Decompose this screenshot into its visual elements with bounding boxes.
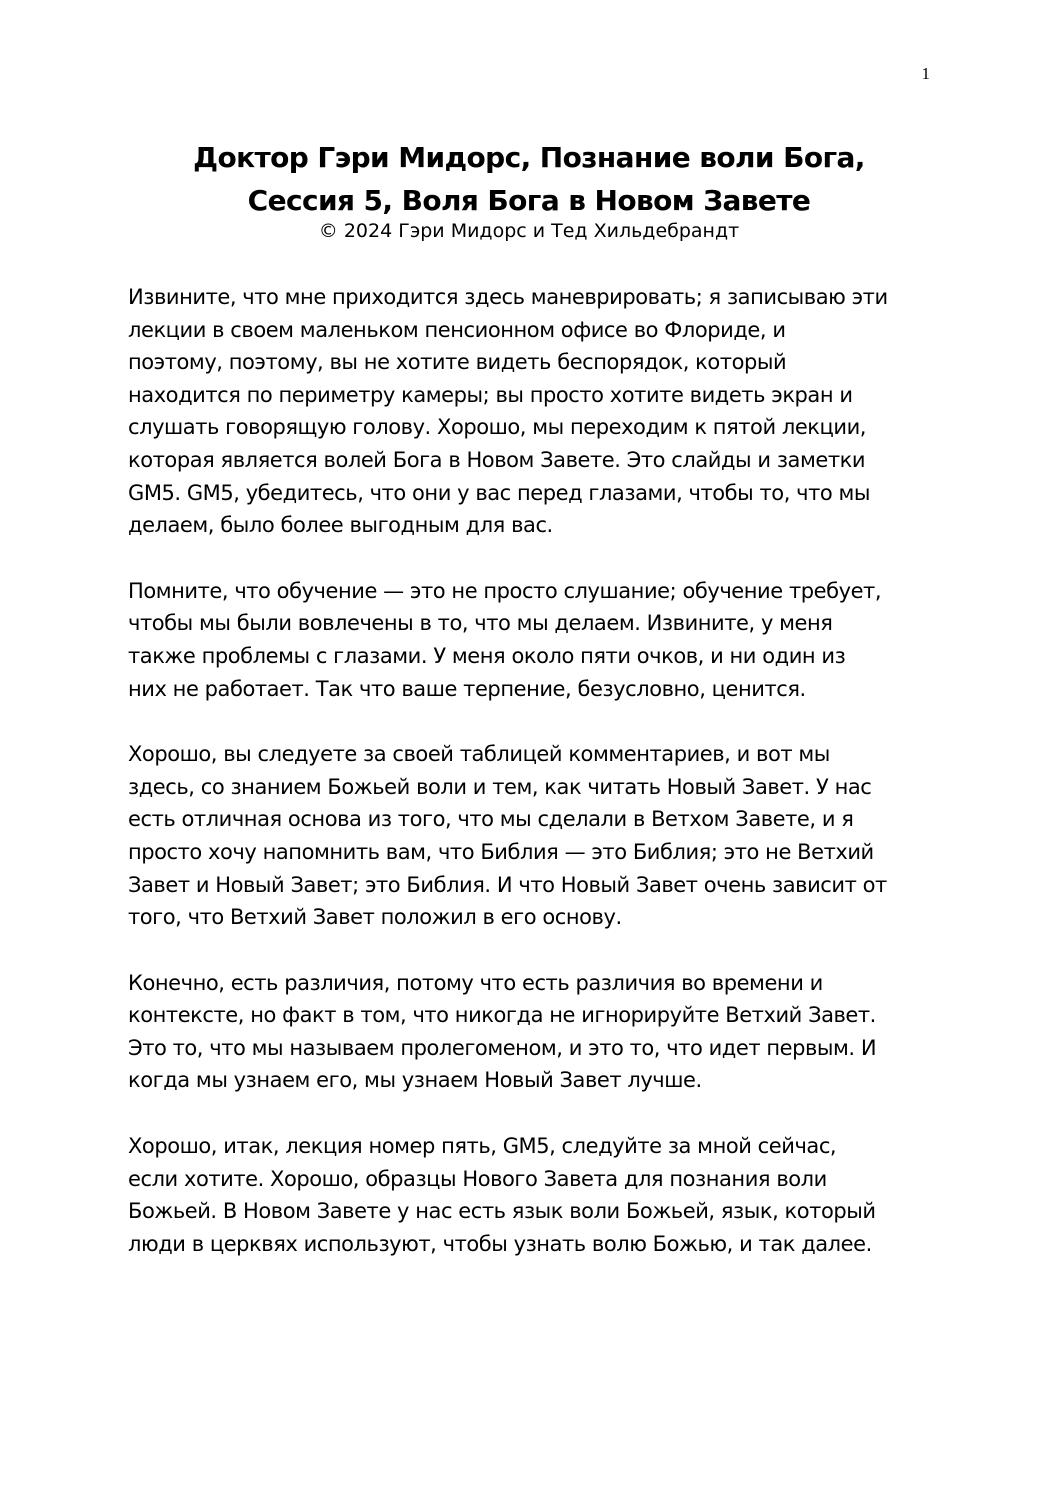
body-paragraph: Извините, что мне приходится здесь маневрировать; я записываю эти лекции в своем маленьком пенсионном офисе во Флориде, и поэтому, поэтому, вы не хотите видеть беспорядок, который находится по периметру камеры; вы просто хотите видеть экран и слушать говорящую голову. Хорошо, мы переходим к пятой лекции, которая является волей Бога в Новом Завете. Это слайды и заметки GM5. GM5, убедитесь, что они у вас перед глазами, чтобы то, что мы делаем, было более выгодным для вас. — [128, 285, 888, 538]
document-body — [128, 281, 928, 1293]
copyright-notice: © 2024 Гэри Мидорс и Тед Хильдебрандт — [318, 220, 740, 242]
body-paragraph: Помните, что обучение — это не просто слушание; обучение требует, чтобы мы были вовлечены в то, что мы делаем. Извините, у меня также проблемы с глазами. У меня около пяти очков, и ни один из них не работает. Так что ваше терпение, безусловно, ценится. — [128, 578, 882, 701]
body-paragraph: Хорошо, вы следуете за своей таблицей комментариев, и вот мы здесь, со знанием Божьей воли и тем, как читать Новый Завет. У нас есть отличная основа из того, что мы сделали в Ветхом Завете, и я просто хочу напомнить вам, что Библия — это Библия; это не Ветхий Завет и Новый Завет; это Библия. И что Новый Завет очень зависит от того, что Ветхий Завет положил в его основу. — [128, 742, 887, 930]
body-paragraph: Хорошо, итак, лекция номер пять, GM5, следуйте за мной сейчас, если хотите. Хорошо, образцы Нового Завета для познания воли Божьей. В Новом Завете у нас есть язык воли Божьей, язык, который люди в церквях используют, чтобы узнать волю Божью, и так далее. — [128, 1134, 876, 1256]
document-header — [0, 136, 1058, 243]
body-paragraph: Конечно, есть различия, потому что есть различия во времени и контексте, но факт в том, что никогда не игнорируйте Ветхий Завет. Это то, что мы называем пролегоменом, и это то, что идет первым. И когда мы узнаем его, мы узнаем Новый Завет лучше. — [128, 970, 877, 1093]
page-number: 1 — [921, 64, 930, 83]
document-title-line-1: Доктор Гэри Мидорс, Познание воли Бога, — [193, 141, 865, 174]
document-title-line-2: Сессия 5, Воля Бога в Новом Завете — [247, 184, 811, 217]
